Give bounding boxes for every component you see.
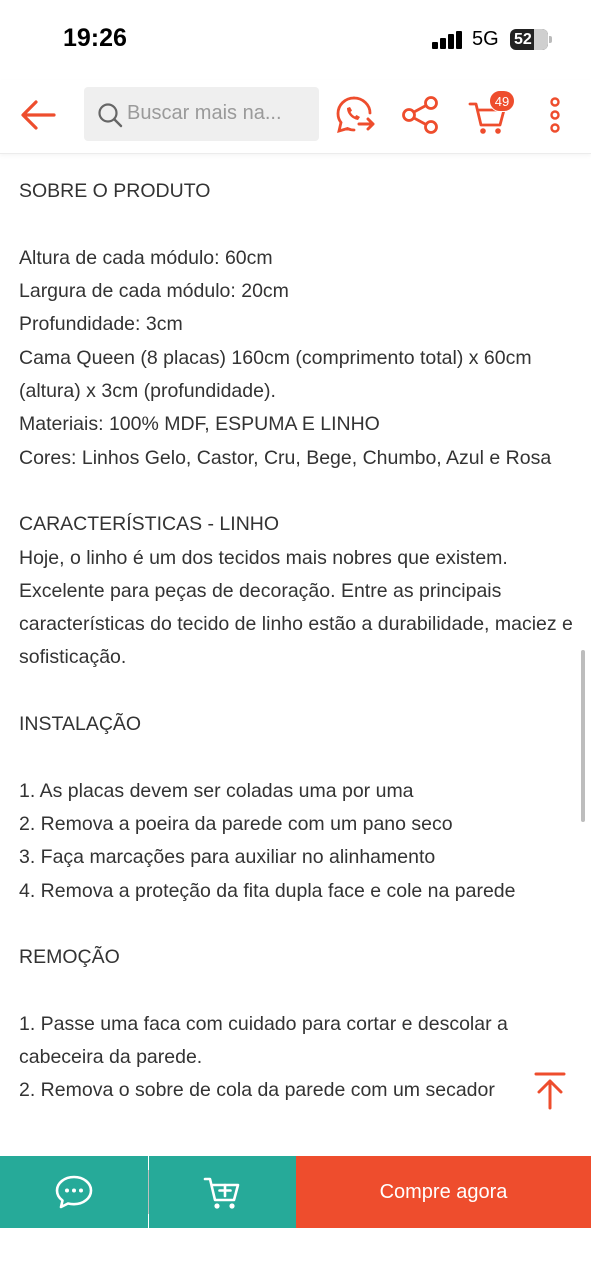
spec-line: Cores: Linhos Gelo, Castor, Cru, Bege, Chumbo, Azul e Rosa — [19, 446, 552, 469]
chat-button[interactable] — [0, 1156, 148, 1228]
scroll-to-top-icon[interactable] — [530, 1070, 570, 1112]
battery-level: 52 — [514, 31, 532, 48]
spec-line: Largura de cada módulo: 20cm — [19, 280, 289, 303]
section-heading-sobre: SOBRE O PRODUTO — [19, 180, 211, 203]
home-indicator-area — [0, 1228, 591, 1280]
back-arrow-icon[interactable] — [18, 95, 58, 135]
status-time: 19:26 — [63, 24, 127, 52]
search-placeholder: Buscar mais na... — [127, 102, 282, 124]
buy-now-button[interactable]: Compre agora — [296, 1156, 591, 1228]
add-to-cart-icon — [203, 1173, 243, 1211]
add-to-cart-button[interactable] — [149, 1156, 296, 1228]
product-description — [19, 160, 579, 1108]
section-heading-remocao: REMOÇÃO — [19, 946, 120, 969]
bottom-action-bar — [0, 1156, 591, 1228]
section-heading-caracteristicas: CARACTERÍSTICAS - LINHO — [19, 513, 280, 536]
battery-icon — [510, 29, 548, 50]
search-input[interactable] — [84, 87, 319, 141]
scrollbar[interactable] — [581, 650, 585, 822]
install-step: 4. Remova a proteção da fita dupla face e cole na parede — [19, 879, 516, 902]
share-icon[interactable] — [400, 94, 442, 136]
more-vertical-icon[interactable] — [540, 94, 570, 136]
spec-line: Materiais: 100% MDF, ESPUMA E LINHO — [19, 413, 380, 436]
status-bar — [0, 0, 591, 80]
top-nav-bar — [0, 80, 591, 154]
install-step: 2. Remova a poeira da parede com um pano seco — [19, 812, 453, 835]
spec-line: Cama Queen (8 placas) 160cm (comprimento total) x 60cm (altura) x 3cm (profundidade). — [19, 346, 532, 403]
signal-icon — [432, 31, 466, 49]
chat-icon — [54, 1173, 94, 1211]
spec-line: Altura de cada módulo: 60cm — [19, 246, 273, 269]
removal-step: 1. Passe uma faca com cuidado para cortar e descolar a cabeceira da parede. — [19, 1012, 508, 1069]
network-label: 5G — [472, 28, 499, 50]
section-paragraph-linho: Hoje, o linho é um dos tecidos mais nobres que existem. Excelente para peças de decoração. Entre as principais características do tecido de linho estão a durabilidade, maciez e sofisticação. — [19, 546, 573, 669]
cart-count-badge: 49 — [489, 90, 515, 112]
search-icon — [96, 101, 124, 129]
removal-step: 2. Remova o sobre de cola da parede com um secador — [19, 1079, 495, 1102]
install-step: 3. Faça marcações para auxiliar no alinhamento — [19, 846, 436, 869]
whatsapp-icon[interactable] — [334, 94, 376, 136]
spec-line: Profundidade: 3cm — [19, 313, 183, 336]
section-heading-instalacao: INSTALAÇÃO — [19, 713, 142, 736]
install-step: 1. As placas devem ser coladas uma por uma — [19, 779, 414, 802]
